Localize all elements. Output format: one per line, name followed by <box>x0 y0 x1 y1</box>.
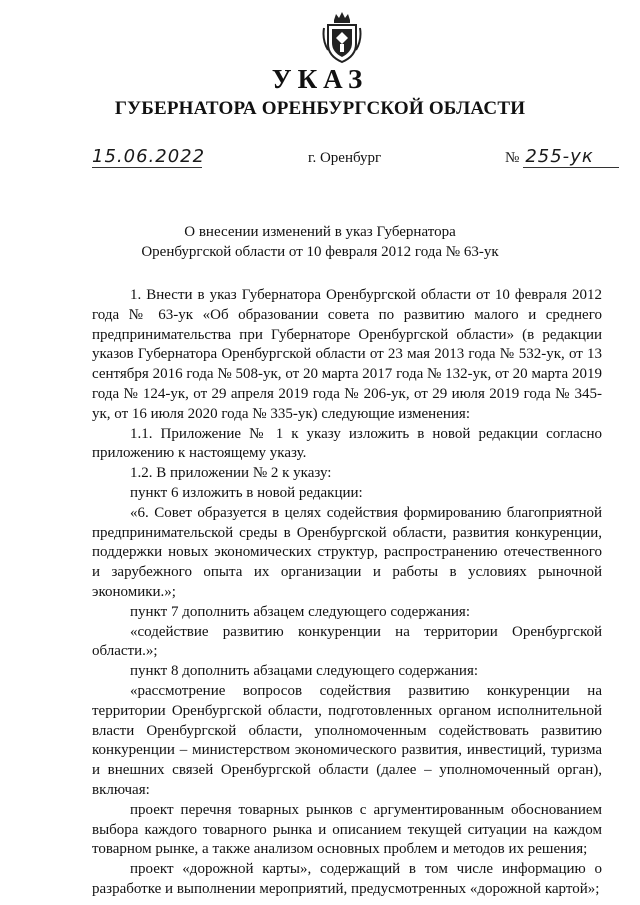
paragraph: пункт 6 изложить в новой редакции: <box>130 484 363 501</box>
number-label: № <box>505 150 520 166</box>
document-title: УКАЗ <box>271 64 369 94</box>
paragraph: 1.1. Приложение № 1 к указу изложить в новой редакции согласно приложению к настоящему указу. <box>92 425 602 462</box>
paragraph: 1. Внести в указ Губернатора Оренбургской области от 10 февраля 2012 года № 63-ук «Об образовании совета по развитию малого и среднего предпринимательства при Губернаторе Оренбургской области» (в редакции указов Губернатора Оренбургской области от 23 мая 2013 года № 532-ук, от 13 сентября 2016 года № 508-ук, от 20 марта 2017 года № 132-ук, от 20 марта 2019 года № 124-ук, от 29 апреля 2019 года № 206-ук, от 29 июля 2019 года № 345-ук, от 16 июля 2020 года № 335-ук) следующие изменения: <box>92 287 602 422</box>
issue-city: г. Оренбург <box>308 150 382 166</box>
paragraph: пункт 8 дополнить абзацами следующего содержания: <box>130 663 479 680</box>
coat-of-arms-icon <box>322 10 362 66</box>
date-underline <box>92 167 202 168</box>
paragraph: проект «дорожной карты», содержащий в том числе информацию о разработке и выполнении мероприятий, предусмотренных «дорожной картой»; <box>92 861 602 897</box>
document-subtitle: ГУБЕРНАТОРА ОРЕНБУРГСКОЙ ОБЛАСТИ <box>114 98 526 119</box>
paragraph: «содействие развитию конкуренции на территории Оренбургской области.»; <box>92 623 602 660</box>
number-underline <box>523 167 619 168</box>
paragraph: пункт 7 дополнить абзацем следующего содержания: <box>130 603 470 620</box>
document-number <box>505 146 594 167</box>
document-body <box>92 286 602 900</box>
subject-line-2: Оренбургской области от 10 февраля 2012 года № 63-ук <box>141 244 499 260</box>
issue-date-value: 15.06.2022 <box>92 146 206 167</box>
document-subject <box>0 222 640 262</box>
paragraph: 1.2. В приложении № 2 к указу: <box>130 465 332 482</box>
paragraph: проект перечня товарных рынков с аргументированным обоснованием выбора каждого товарного рынка и описанием текущей ситуации на каждом товарном рынке, а также анализом основных проблем и методов их решения; <box>92 801 602 858</box>
paragraph: «6. Совет образуется в целях содействия формированию благоприятной предпринимательской среды в Оренбургской области, развития конкуренции, поддержки новых экономических структур, распространению отечественного и зарубежного опыта их организации и работы в условиях рыночной экономики.»; <box>92 504 602 600</box>
paragraph: «рассмотрение вопросов содействия развитию конкуренции на территории Оренбургской области, подготовленных органом исполнительной власти Оренбургской области, уполномоченным содействовать развитию конкуренции – министерством экономического развития, инвестиций, туризма и внешних связей Оренбургской области (далее – уполномоченный орган), включая: <box>92 682 602 798</box>
subject-line-1: О внесении изменений в указ Губернатора <box>184 224 456 240</box>
number-value: 255-ук <box>525 146 594 167</box>
issue-date <box>92 146 205 167</box>
